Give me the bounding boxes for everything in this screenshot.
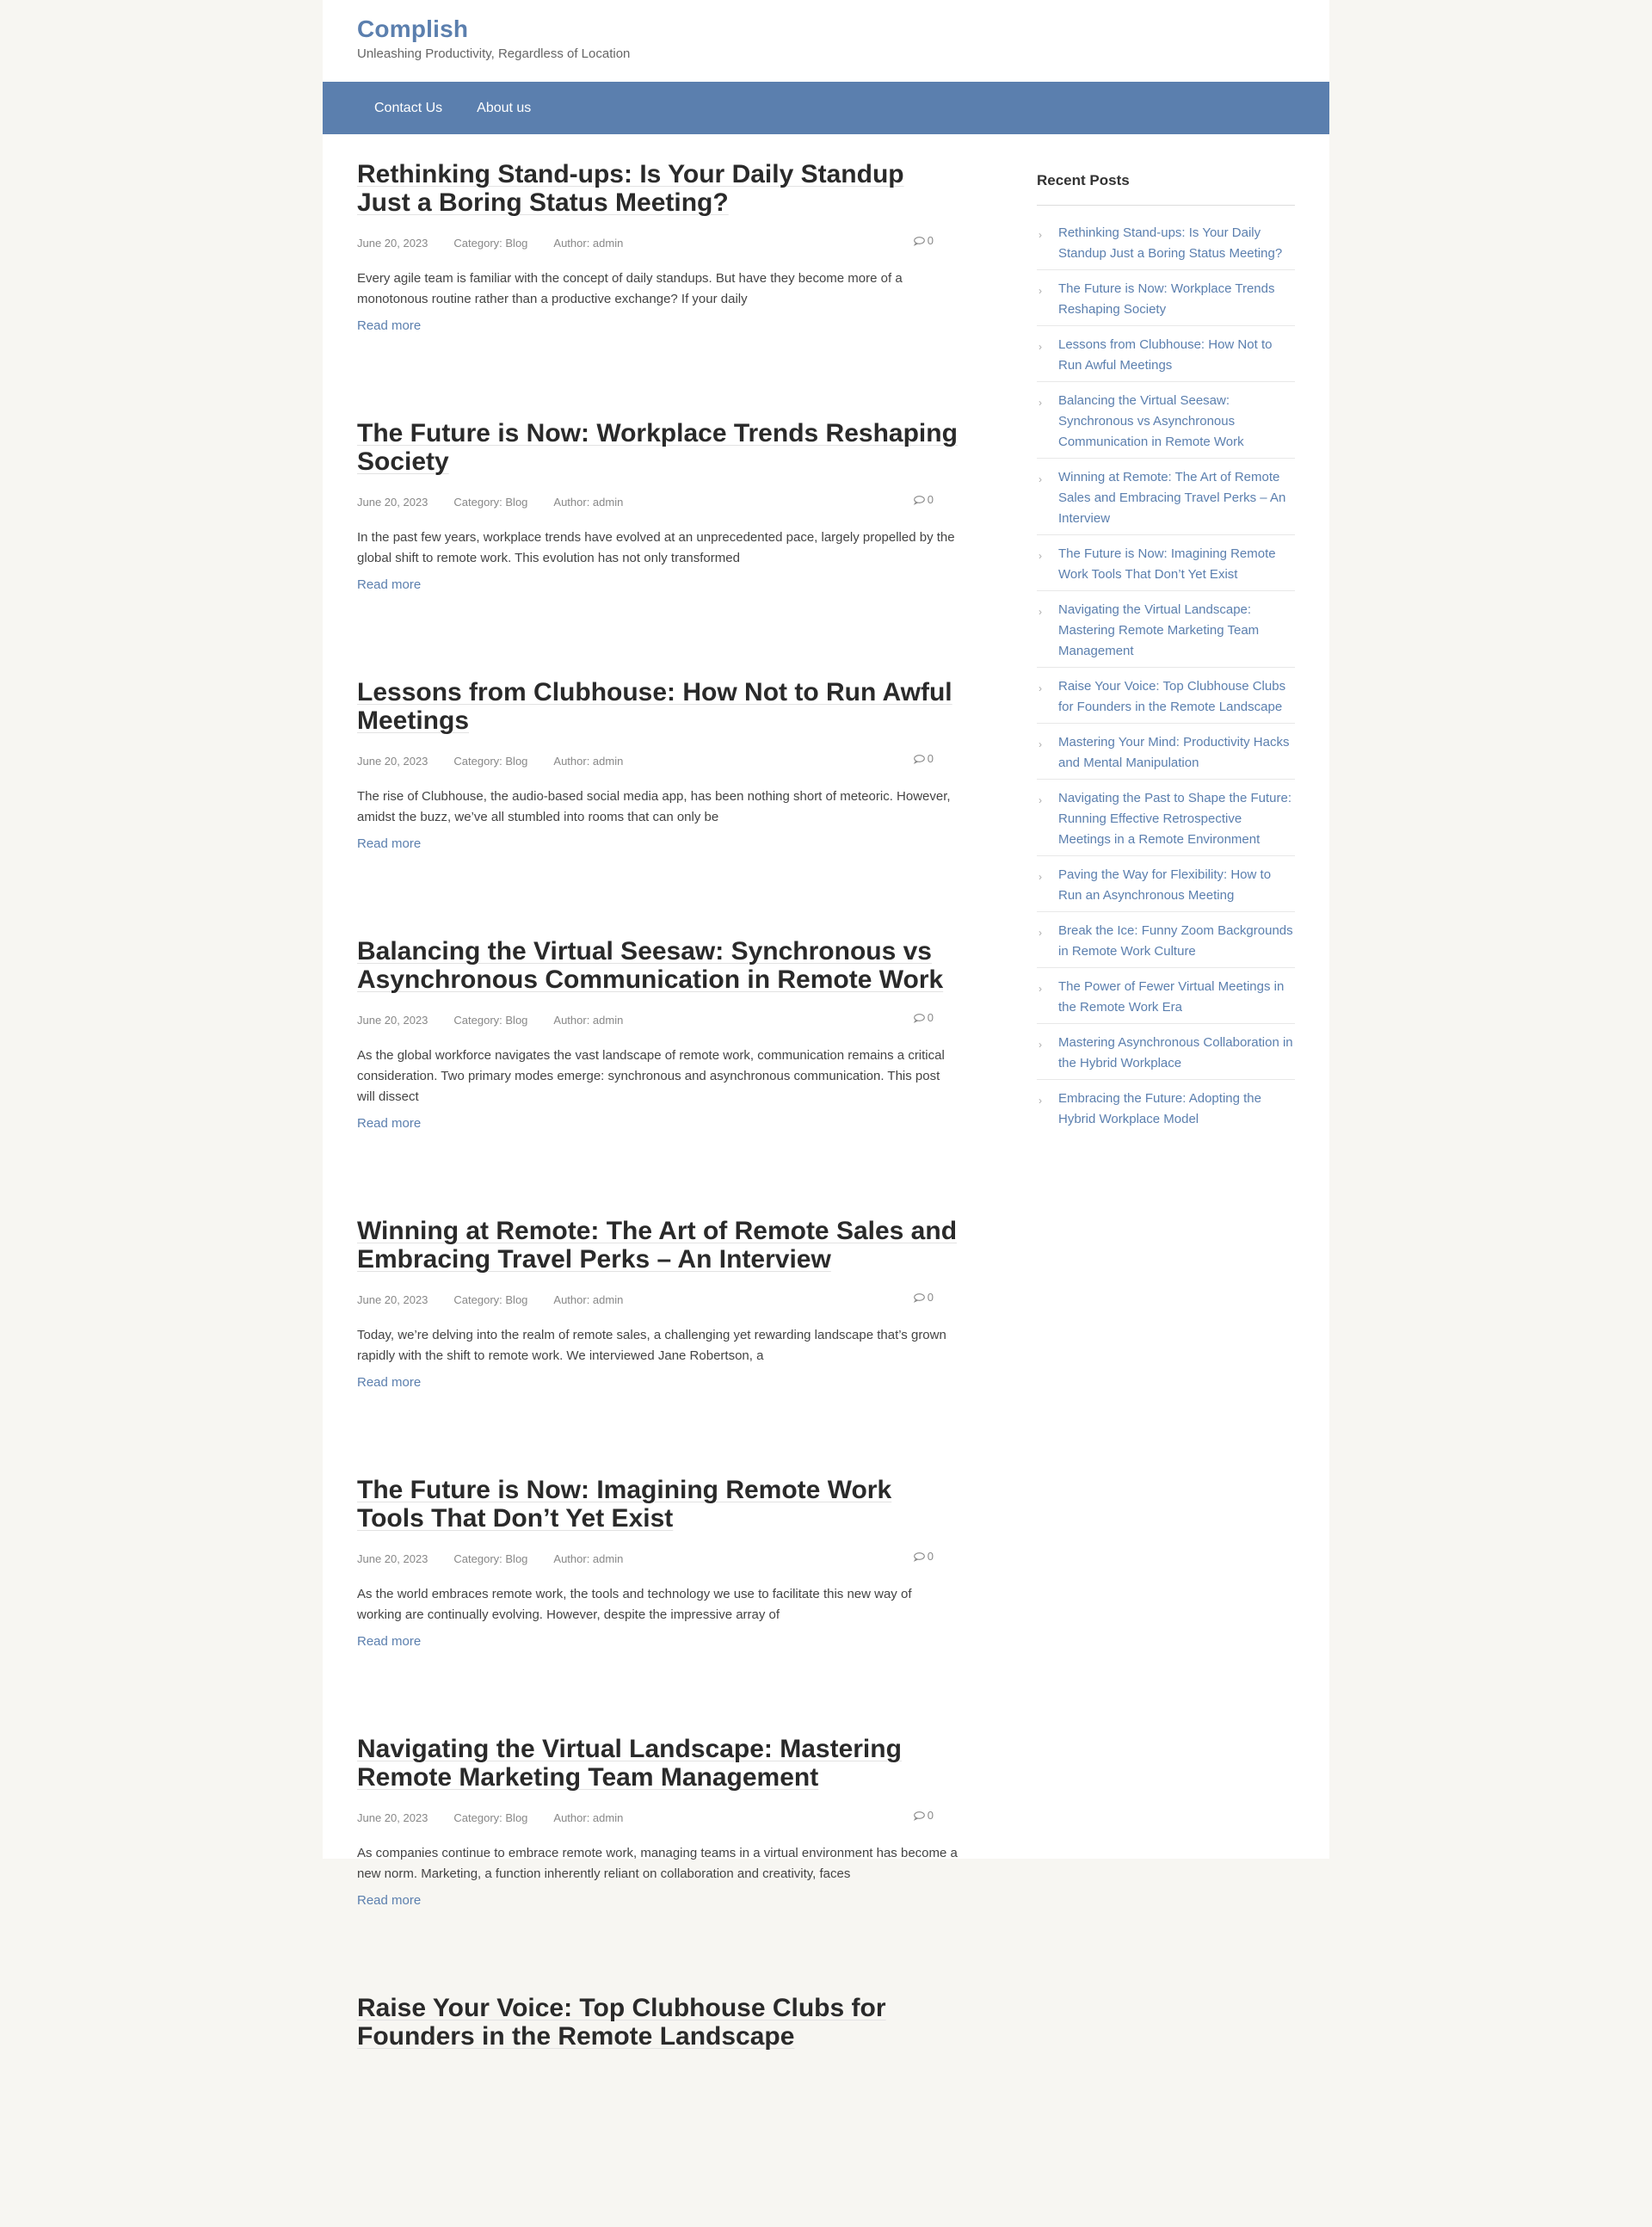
post-item [357, 1735, 959, 1968]
recent-post-label: Mastering Your Mind: Productivity Hacks and Mental Manipulation [1058, 735, 1290, 770]
post-item [357, 1217, 959, 1450]
post-meta [357, 234, 959, 251]
recent-post-link[interactable] [1037, 856, 1295, 912]
post-category[interactable]: Category: Blog [453, 1292, 528, 1306]
comment-count-value: 0 [927, 1809, 934, 1822]
recent-post-label: Balancing the Virtual Seesaw: Synchronous vs Asynchronous Communication in Remote Work [1058, 393, 1244, 449]
comment-count-value: 0 [927, 234, 934, 247]
post-excerpt: Every agile team is familiar with the concept of daily standups. But have they become more of a monotonous routine rather than a productive exchange? If your daily [357, 271, 903, 306]
comment-count[interactable] [914, 752, 959, 765]
chevron-right-icon: › [1039, 397, 1042, 409]
chevron-right-icon: › [1039, 341, 1042, 353]
chevron-right-icon: › [1039, 794, 1042, 806]
post-author[interactable]: Author: admin [553, 1811, 624, 1824]
recent-post-link[interactable] [1037, 326, 1295, 382]
site-header [323, 0, 1329, 82]
chevron-right-icon: › [1039, 1095, 1042, 1107]
post-date: June 20, 2023 [357, 1013, 428, 1027]
post-author[interactable]: Author: admin [553, 1292, 624, 1306]
recent-posts-list [1037, 206, 1295, 1135]
recent-post-link[interactable] [1037, 270, 1295, 326]
comment-count[interactable] [914, 493, 959, 506]
recent-post-link[interactable] [1037, 912, 1295, 968]
post-title[interactable]: Navigating the Virtual Landscape: Mastering Remote Marketing Team Management [357, 1735, 902, 1792]
comment-count[interactable] [914, 1809, 959, 1822]
post-author[interactable]: Author: admin [553, 754, 624, 768]
comment-bubble-icon [914, 1293, 925, 1302]
post-meta [357, 493, 959, 510]
recent-post-link[interactable] [1037, 382, 1295, 459]
post-list [357, 134, 959, 2227]
post-date: June 20, 2023 [357, 1551, 428, 1565]
comment-bubble-icon [914, 496, 925, 504]
post-item [357, 937, 959, 1191]
recent-post-link[interactable] [1037, 591, 1295, 668]
recent-post-link[interactable] [1037, 1024, 1295, 1080]
recent-posts-title: Recent Posts [1037, 172, 1295, 206]
nav-item-contact-us[interactable]: Contact Us [374, 101, 443, 115]
read-more-link[interactable]: Read more [357, 1116, 422, 1131]
comment-count-value: 0 [927, 1550, 934, 1563]
chevron-right-icon: › [1039, 285, 1042, 297]
recent-post-label: Paving the Way for Flexibility: How to Run an Asynchronous Meeting [1058, 867, 1272, 903]
nav-item-about-us[interactable]: About us [477, 101, 532, 115]
recent-post-label: Navigating the Past to Shape the Future: Running Effective Retrospective Meetings in a Remote Environment [1058, 791, 1292, 847]
site-tagline: Unleashing Productivity, Regardless of Location [357, 46, 631, 61]
recent-post-link[interactable] [1037, 780, 1295, 856]
post-item [357, 1476, 959, 1709]
recent-post-label: Rethinking Stand-ups: Is Your Daily Standup Just a Boring Status Meeting? [1058, 225, 1283, 261]
post-title[interactable]: The Future is Now: Imagining Remote Work Tools That Don’t Yet Exist [357, 1476, 892, 1533]
comment-count[interactable] [914, 234, 959, 247]
chevron-right-icon: › [1039, 738, 1042, 750]
comment-count[interactable] [914, 1011, 959, 1024]
post-excerpt: In the past few years, workplace trends have evolved at an unprecedented pace, largely propelled by the global shift to remote work. This evolution has not only transformed [357, 530, 955, 565]
post-author[interactable]: Author: admin [553, 495, 624, 509]
page-container [323, 0, 1329, 2051]
chevron-right-icon: › [1039, 550, 1042, 562]
chevron-right-icon: › [1039, 927, 1042, 939]
recent-post-label: Break the Ice: Funny Zoom Backgrounds in Remote Work Culture [1058, 923, 1293, 959]
chevron-right-icon: › [1039, 229, 1042, 241]
post-meta [357, 752, 959, 769]
chevron-right-icon: › [1039, 682, 1042, 694]
chevron-right-icon: › [1039, 983, 1042, 995]
post-category[interactable]: Category: Blog [453, 1811, 528, 1824]
post-category[interactable]: Category: Blog [453, 1013, 528, 1027]
post-excerpt: Today, we’re delving into the realm of remote sales, a challenging yet rewarding landscape that’s grown rapidly with the shift to remote work. We interviewed Jane Robertson, a [357, 1328, 946, 1363]
comment-count-value: 0 [927, 752, 934, 765]
recent-post-label: The Future is Now: Imagining Remote Work Tools That Don’t Yet Exist [1058, 546, 1276, 582]
post-excerpt: As the global workforce navigates the vast landscape of remote work, communication remains a critical consideration. Two primary modes emerge: synchronous and asynchronous communication. This post will dissect [357, 1048, 945, 1104]
recent-post-link[interactable] [1037, 206, 1295, 270]
comment-count-value: 0 [927, 1291, 934, 1304]
comment-bubble-icon [914, 237, 925, 245]
post-date: June 20, 2023 [357, 1811, 428, 1824]
post-excerpt: As the world embraces remote work, the tools and technology we use to facilitate this new way of working are continually evolving. However, despite the impressive array of [357, 1587, 912, 1622]
chevron-right-icon: › [1039, 1039, 1042, 1051]
post-category[interactable]: Category: Blog [453, 495, 528, 509]
recent-post-label: Lessons from Clubhouse: How Not to Run Awful Meetings [1058, 337, 1273, 373]
post-title[interactable]: Winning at Remote: The Art of Remote Sales and Embracing Travel Perks – An Interview [357, 1217, 958, 1274]
read-more-link[interactable]: Read more [357, 1893, 422, 1908]
post-date: June 20, 2023 [357, 1292, 428, 1306]
comment-bubble-icon [914, 1014, 925, 1022]
recent-post-link[interactable] [1037, 459, 1295, 535]
recent-post-link[interactable] [1037, 724, 1295, 780]
post-author[interactable]: Author: admin [553, 1551, 624, 1565]
post-author[interactable]: Author: admin [553, 236, 624, 250]
post-excerpt: The rise of Clubhouse, the audio-based social media app, has been nothing short of meteoric. However, amidst the buzz, we’ve all stumbled into rooms that can only be [357, 789, 951, 824]
recent-post-label: Winning at Remote: The Art of Remote Sales and Embracing Travel Perks – An Interview [1058, 470, 1286, 526]
post-title[interactable]: The Future is Now: Workplace Trends Reshaping Society [357, 419, 958, 476]
comment-bubble-icon [914, 755, 925, 763]
post-excerpt: As companies continue to embrace remote work, managing teams in a virtual environment has become a new norm. Marketing, a function inherently reliant on collaboration and creativity, faces [357, 1846, 958, 1881]
recent-post-link[interactable] [1037, 668, 1295, 724]
recent-post-label: Embracing the Future: Adopting the Hybrid Workplace Model [1058, 1091, 1261, 1126]
comment-count[interactable] [914, 1550, 959, 1563]
post-date: June 20, 2023 [357, 236, 428, 250]
recent-post-label: The Future is Now: Workplace Trends Reshaping Society [1058, 281, 1275, 317]
post-item [357, 1994, 959, 2227]
post-meta [357, 1550, 959, 1567]
comment-bubble-icon [914, 1552, 925, 1561]
recent-post-link[interactable] [1037, 535, 1295, 591]
post-title[interactable]: Lessons from Clubhouse: How Not to Run Awful Meetings [357, 678, 952, 735]
post-meta [357, 1809, 959, 1826]
recent-post-link[interactable] [1037, 968, 1295, 1024]
comment-count-value: 0 [927, 1011, 934, 1024]
chevron-right-icon: › [1039, 871, 1042, 883]
post-date: June 20, 2023 [357, 495, 428, 509]
post-meta [357, 1291, 959, 1308]
read-more-link[interactable]: Read more [357, 318, 422, 333]
read-more-link[interactable]: Read more [357, 1634, 422, 1649]
comment-count[interactable] [914, 1291, 959, 1304]
post-title[interactable]: Rethinking Stand-ups: Is Your Daily Standup Just a Boring Status Meeting? [357, 160, 904, 217]
post-title[interactable]: Raise Your Voice: Top Clubhouse Clubs for Founders in the Remote Landscape [357, 1994, 886, 2051]
post-item [357, 678, 959, 911]
recent-post-label: Navigating the Virtual Landscape: Mastering Remote Marketing Team Management [1058, 602, 1260, 658]
recent-post-label: Mastering Asynchronous Collaboration in the Hybrid Workplace [1058, 1035, 1293, 1070]
read-more-link[interactable]: Read more [357, 1375, 422, 1390]
post-title[interactable]: Balancing the Virtual Seesaw: Synchronous vs Asynchronous Communication in Remote Work [357, 937, 944, 994]
recent-post-link[interactable] [1037, 1080, 1295, 1135]
post-category[interactable]: Category: Blog [453, 1551, 528, 1565]
read-more-link[interactable]: Read more [357, 577, 422, 592]
post-item [357, 160, 959, 393]
comment-count-value: 0 [927, 493, 934, 506]
chevron-right-icon: › [1039, 473, 1042, 485]
post-item [357, 419, 959, 652]
site-title[interactable]: Complish [357, 15, 469, 42]
post-author[interactable]: Author: admin [553, 1013, 624, 1027]
recent-post-label: Raise Your Voice: Top Clubhouse Clubs for Founders in the Remote Landscape [1058, 679, 1286, 714]
main-navigation [323, 82, 1329, 134]
post-meta [357, 1011, 959, 1028]
post-category[interactable]: Category: Blog [453, 754, 528, 768]
read-more-link[interactable]: Read more [357, 836, 422, 851]
comment-bubble-icon [914, 1811, 925, 1820]
sidebar [1037, 172, 1295, 1135]
chevron-right-icon: › [1039, 606, 1042, 618]
post-category[interactable]: Category: Blog [453, 236, 528, 250]
post-date: June 20, 2023 [357, 754, 428, 768]
recent-post-label: The Power of Fewer Virtual Meetings in the Remote Work Era [1058, 979, 1285, 1015]
